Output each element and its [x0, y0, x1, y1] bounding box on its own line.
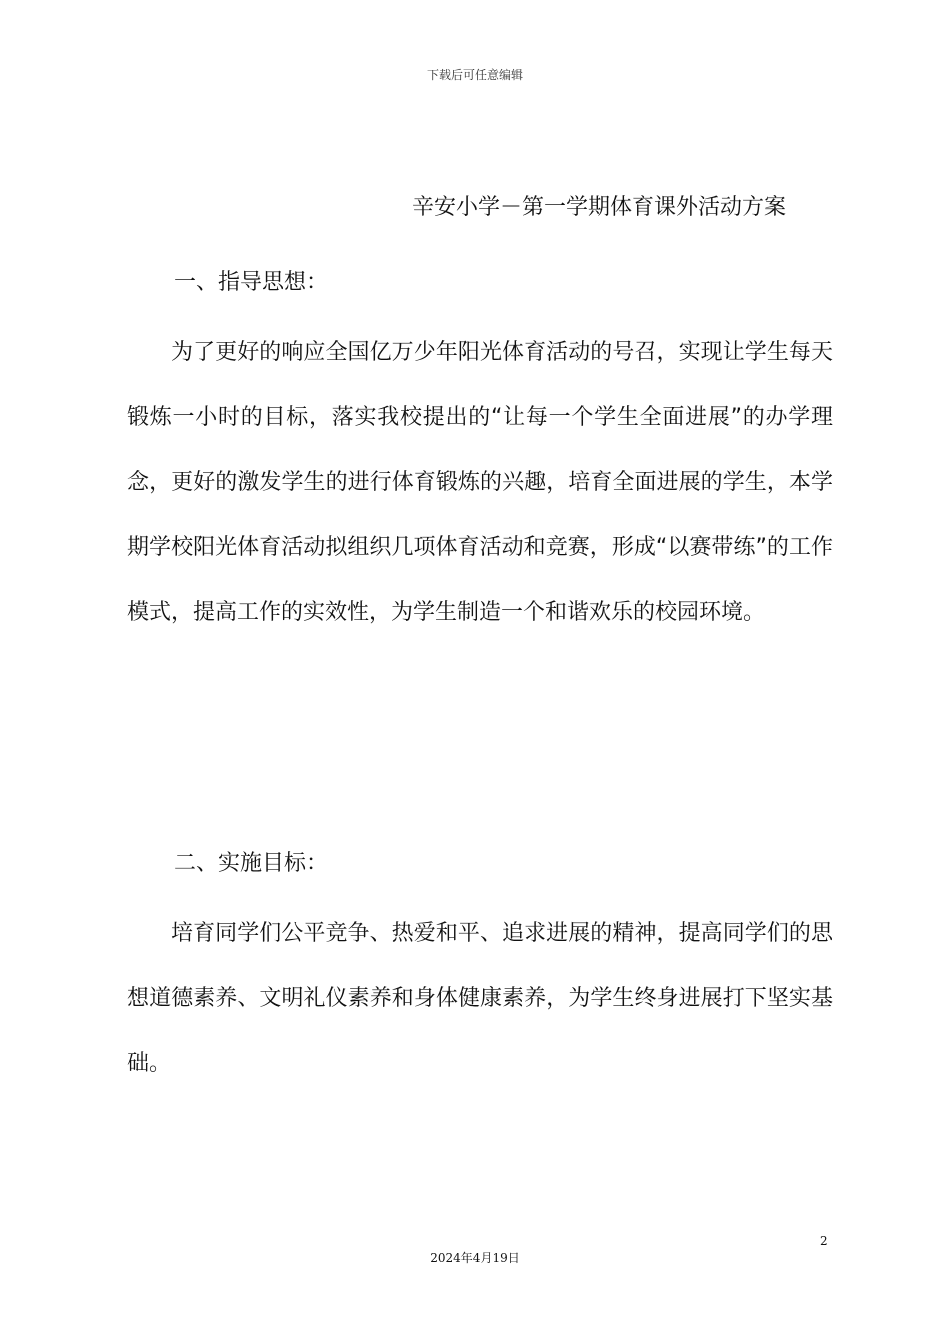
document-title: 辛安小学－第一学期体育课外活动方案 [412, 195, 787, 220]
section-heading-guiding-ideology: 一、指导思想： [174, 270, 329, 295]
footer-date: 2024年4月19日 [430, 1251, 520, 1265]
section-paragraph-guiding-ideology: 为了更好的响应全国亿万少年阳光体育活动的号召，实现让学生每天锻炼一小时的目标，落实我校提出的“让每一个学生全面进展”的办学理念，更好的激发学生的进行体育锻炼的兴趣，培育全面进展的学生，本学期学校阳光体育活动拟组织几项体育活动和竞赛，形成“以赛带练”的工作模式，提高工作的实效性，为学生制造一个和谐欢乐的校园环境。 [127, 340, 833, 625]
page-header: 下载后可任意编辑 [426, 68, 523, 82]
page-number: 2 [820, 1234, 828, 1248]
section-heading-implementation-goals: 二、实施目标： [174, 851, 329, 876]
section-paragraph-implementation-goals: 培育同学们公平竞争、热爱和平、追求进展的精神，提高同学们的思想道德素养、文明礼仪素养和身体健康素养，为学生终身进展打下坚实基础。 [127, 921, 833, 1076]
